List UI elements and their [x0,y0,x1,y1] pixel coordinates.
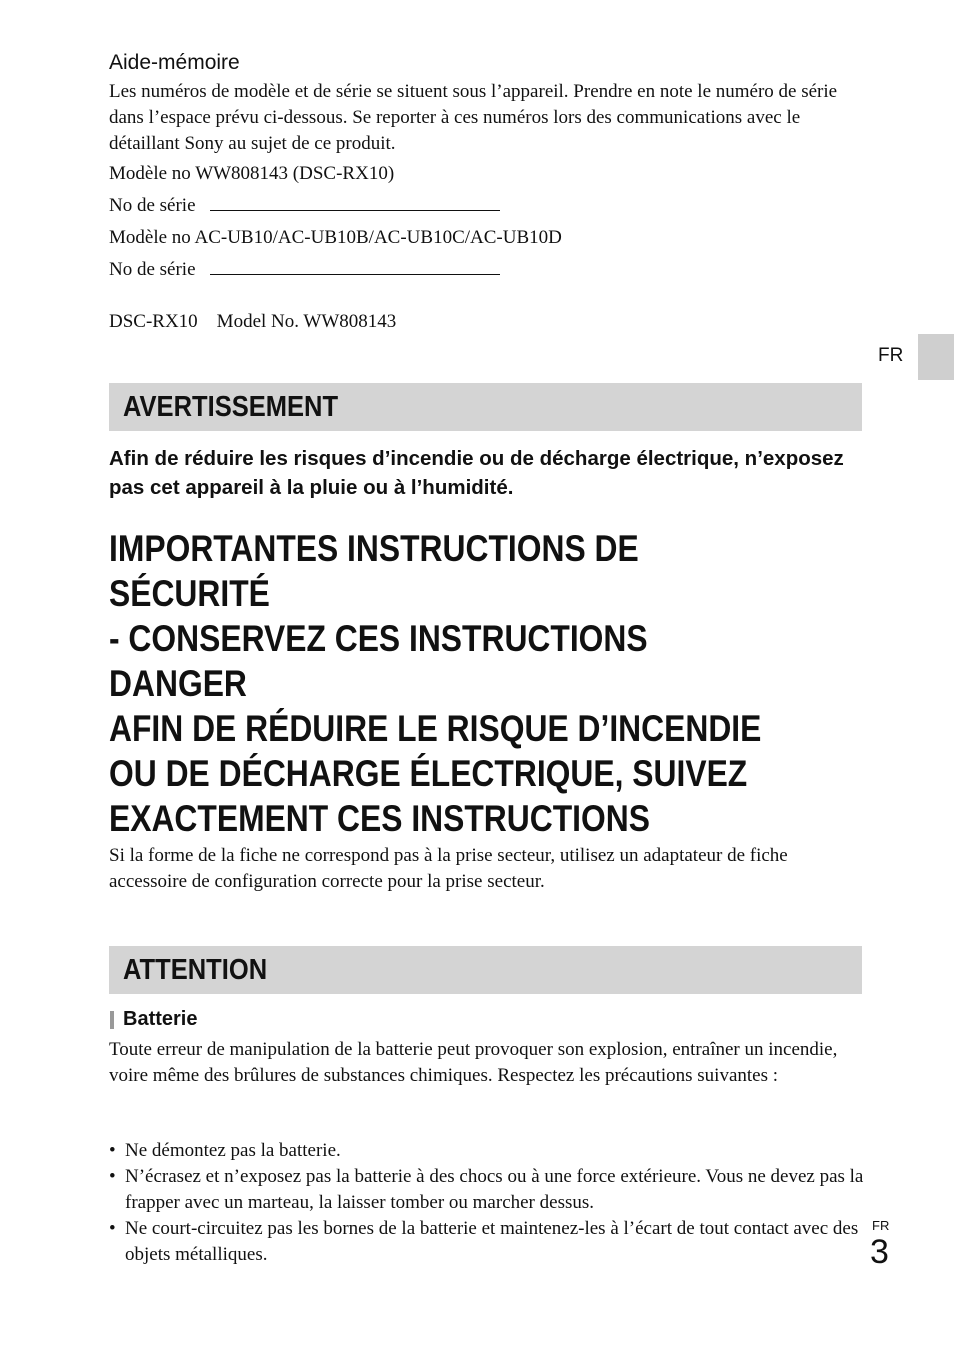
model-line-adapter: Modèle no AC-UB10/AC-UB10B/AC-UB10C/AC-UB10D [109,227,562,248]
footer-language: FR [872,1218,890,1233]
plug-paragraph: Si la forme de la fiche ne correspond pas à la prise secteur, utilisez un adaptateur de fiche accessoire de configuration correcte pour la prise secteur. [109,845,788,892]
memo-title: Aide-mémoire [109,51,240,74]
attention-banner [109,946,862,994]
section-marker [110,1011,114,1029]
serial-label: No de série [109,259,196,280]
heading-line: EXACTEMENT CES INSTRUCTIONS [109,798,650,839]
list-item: • N’écrasez et n’exposez pas la batterie à des chocs ou à une force extérieure. Vous ne devez pas la frapper avec un marteau, la laisser tomber ou marcher dessus. [109,1164,869,1216]
serial-blank [210,195,500,211]
heading-line: OU DE DÉCHARGE ÉLECTRIQUE, SUIVEZ [109,753,748,794]
serial-blank [210,259,500,275]
battery-subheading: Batterie [123,1008,198,1030]
language-tab-marker [918,334,954,380]
heading-line: IMPORTANTES INSTRUCTIONS DE [109,528,639,569]
heading-line: AFIN DE RÉDUIRE LE RISQUE D’INCENDIE [109,708,762,749]
heading-line: SÉCURITÉ [109,573,270,614]
serial-line-adapter [109,259,500,281]
page-number: 3 [870,1233,889,1271]
warning-text: Afin de réduire les risques d’incendie ou de décharge électrique, n’exposez pas cet appareil à la pluie ou à l’humidité. [109,447,844,499]
serial-line-camera [109,195,500,217]
language-tab-label: FR [878,345,904,366]
heading-line: - CONSERVEZ CES INSTRUCTIONS [109,618,648,659]
attention-banner-text: ATTENTION [123,954,268,986]
memo-paragraph: Les numéros de modèle et de série se situent sous l’appareil. Prendre en note le numéro de série dans l’espace prévu ci-dessous. Se reporter à ces numéros lors des communications avec le détaillant Sony au sujet de ce produit. [109,81,838,154]
heading-line: DANGER [109,663,247,704]
serial-label: No de série [109,195,196,216]
battery-precautions-list [109,1138,869,1268]
list-item: • Ne démontez pas la batterie. [109,1138,869,1164]
important-instructions-heading [109,526,763,841]
model-number-line: DSC-RX10 Model No. WW808143 [109,311,397,332]
warning-banner [109,383,862,431]
model-line-camera: Modèle no WW808143 (DSC-RX10) [109,163,395,184]
list-item: • Ne court-circuitez pas les bornes de la batterie et maintenez-les à l’écart de tout contact avec des objets métalliques. [109,1216,869,1268]
warning-banner-text: AVERTISSEMENT [123,391,339,423]
battery-paragraph: Toute erreur de manipulation de la batterie peut provoquer son explosion, entraîner un incendie, voire même des brûlures de substances chimiques. Respectez les précautions suivantes : [109,1039,838,1086]
